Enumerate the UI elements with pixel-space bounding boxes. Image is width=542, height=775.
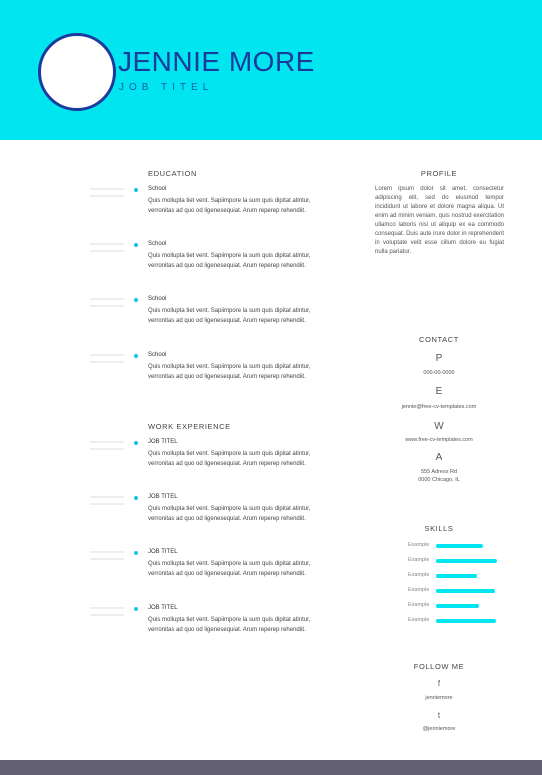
skill-row: [398, 542, 508, 549]
skill-bar-track: [436, 604, 498, 608]
skill-label: Example: [408, 602, 430, 608]
avatar: [38, 33, 116, 111]
contact-website[interactable]: www.free-cv-templates.com: [405, 437, 473, 443]
work-entry: [90, 439, 330, 489]
skills-title: SKILLS: [424, 524, 454, 533]
skill-row: [398, 587, 508, 594]
contact-title: CONTACT: [419, 335, 459, 344]
skill-label: Example: [408, 542, 430, 548]
skill-bar-track: [436, 619, 498, 623]
entry-date-placeholder: [90, 607, 124, 637]
entry-description: Quis mollupta tiet vent. Sapiimpore la sum quis dipitat atintur, verronitas ad quo od ligenesequiat. Arum reperep rehendiit.: [148, 364, 311, 380]
entry-date-placeholder: [90, 551, 124, 581]
entry-date-placeholder: [90, 354, 124, 384]
entry-title: School: [148, 241, 167, 247]
skill-row: [398, 602, 508, 609]
entry-title: JOB TITEL: [148, 494, 178, 500]
timeline-dot: [134, 188, 138, 192]
skill-bar-track: [436, 589, 498, 593]
skill-row: [398, 617, 508, 624]
profile-text: Lorem ipsum dolor sit amet, consectetur adipiscing elit, sed do eiusmod tempor incididunt ut labore et dolore magna aliqua. Ut enim ad minim veniam, quis nostrud exercitation ullamco laboris nisi ut aliquip ex ea commodo consequat. Duis aute irure dolor in reprehenderit in voluptate velit esse cillum dolore eu fugiat nulla pariatur.: [375, 186, 504, 255]
phone-icon: P: [435, 353, 443, 364]
entry-description: Quis mollupta tiet vent. Sapiimpore la sum quis dipitat atintur, verronitas ad quo od ligenesequiat. Arum reperep rehendiit.: [148, 253, 311, 269]
entry-description: Quis mollupta tiet vent. Sapiimpore la sum quis dipitat atintur, verronitas ad quo od ligenesequiat. Arum reperep rehendiit.: [148, 198, 311, 214]
entry-date-placeholder: [90, 243, 124, 273]
skill-bar-fill: [436, 604, 479, 608]
timeline-dot: [134, 298, 138, 302]
skill-row: [398, 557, 508, 564]
entry-date-placeholder: [90, 188, 124, 218]
entry-title: School: [148, 296, 167, 302]
contact-email[interactable]: jennie@free-cv-templates.com: [401, 404, 477, 410]
entry-date-placeholder: [90, 496, 124, 526]
work-entry: [90, 549, 330, 599]
entry-description: Quis mollupta tiet vent. Sapiimpore la sum quis dipitat atintur, verronitas ad quo od ligenesequiat. Arum reperep rehendiit.: [148, 506, 311, 522]
skill-bar-fill: [436, 544, 483, 548]
entry-description: Quis mollupta tiet vent. Sapiimpore la sum quis dipitat atintur, verronitas ad quo od ligenesequiat. Arum reperep rehendiit.: [148, 617, 311, 633]
resume-header: [0, 0, 542, 140]
work-entry: [90, 494, 330, 544]
email-icon: E: [435, 386, 443, 397]
profile-title: PROFILE: [420, 169, 458, 178]
timeline-dot: [134, 551, 138, 555]
address-icon: A: [435, 452, 443, 463]
web-icon: W: [434, 421, 444, 432]
timeline-dot: [134, 441, 138, 445]
work-entry: [90, 605, 330, 655]
candidate-job-title: JOB TITEL: [119, 82, 214, 93]
contact-address-line2: 0000 Chicago, IL: [418, 477, 460, 483]
skill-label: Example: [408, 572, 430, 578]
timeline-dot: [134, 496, 138, 500]
entry-date-placeholder: [90, 441, 124, 471]
twitter-icon[interactable]: t: [437, 711, 441, 720]
skill-bar-fill: [436, 574, 477, 578]
facebook-handle[interactable]: jenniemore: [425, 695, 453, 701]
education-entry: [90, 186, 330, 236]
entry-title: JOB TITEL: [148, 605, 178, 611]
entry-title: School: [148, 352, 167, 358]
education-entry: [90, 296, 330, 346]
contact-phone: 000-00-0000: [423, 370, 455, 376]
contact-address-line1: 555 Adress Rd: [420, 469, 458, 475]
follow-title: FOLLOW ME: [413, 662, 465, 671]
entry-title: School: [148, 186, 167, 192]
skill-bar-fill: [436, 559, 497, 563]
skill-bar-track: [436, 559, 498, 563]
twitter-handle[interactable]: @jenniemore: [422, 726, 456, 732]
timeline-dot: [134, 243, 138, 247]
skill-label: Example: [408, 557, 430, 563]
entry-date-placeholder: [90, 298, 124, 328]
skill-row: [398, 572, 508, 579]
timeline-dot: [134, 607, 138, 611]
skill-bar-fill: [436, 619, 496, 623]
skill-bar-fill: [436, 589, 495, 593]
entry-description: Quis mollupta tiet vent. Sapiimpore la sum quis dipitat atintur, verronitas ad quo od ligenesequiat. Arum reperep rehendiit.: [148, 308, 311, 324]
entry-title: JOB TITEL: [148, 439, 178, 445]
education-title: EDUCATION: [148, 169, 198, 178]
footer-bar: [0, 760, 542, 775]
skill-bar-track: [436, 544, 498, 548]
skill-bar-track: [436, 574, 498, 578]
education-entry: [90, 352, 330, 402]
facebook-icon[interactable]: f: [437, 679, 441, 688]
work-experience-title: WORK EXPERIENCE: [148, 422, 231, 431]
timeline-dot: [134, 354, 138, 358]
education-entry: [90, 241, 330, 291]
skill-label: Example: [408, 587, 430, 593]
entry-title: JOB TITEL: [148, 549, 178, 555]
candidate-name: JENNIE MORE: [118, 46, 315, 77]
entry-description: Quis mollupta tiet vent. Sapiimpore la sum quis dipitat atintur, verronitas ad quo od ligenesequiat. Arum reperep rehendiit.: [148, 451, 311, 467]
skill-label: Example: [408, 617, 430, 623]
entry-description: Quis mollupta tiet vent. Sapiimpore la sum quis dipitat atintur, verronitas ad quo od ligenesequiat. Arum reperep rehendiit.: [148, 561, 311, 577]
